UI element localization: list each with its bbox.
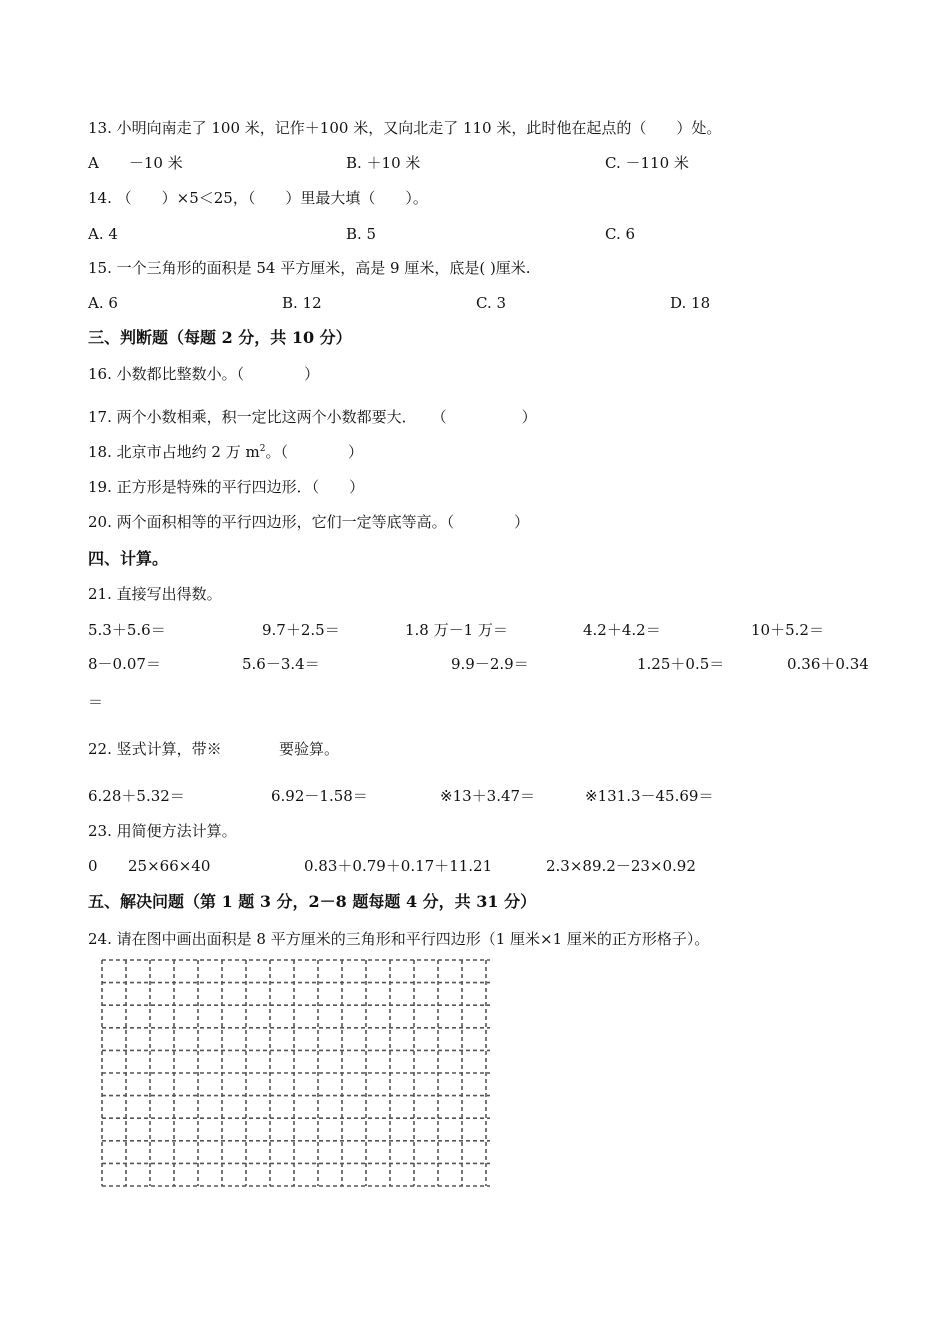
- q22-stem-part2: 要验算。: [279, 740, 340, 758]
- q21-stem: 21. 直接写出得数。: [88, 585, 222, 603]
- q22-stem-part1: 22. 竖式计算，带※: [88, 740, 222, 758]
- section3-heading: 三、判断题（每题 2 分，共 10 分）: [88, 328, 352, 347]
- q13-option-a: A －10 米: [88, 154, 183, 172]
- q18-superscript: 2: [259, 444, 266, 454]
- q21-row2-item: 8－0.07＝: [88, 655, 161, 673]
- q23-item: 0.83＋0.79＋0.17＋11.21: [304, 857, 493, 875]
- q13-option-b: B. ＋10 米: [346, 154, 421, 172]
- q21-row1-item: 1.8 万－1 万＝: [405, 621, 508, 639]
- q15-option-d: D. 18: [670, 294, 711, 312]
- q21-row1-item: 9.7＋2.5＝: [262, 621, 340, 639]
- q21-row2-item: 9.9－2.9＝: [451, 655, 529, 673]
- q17-text: 17. 两个小数相乘，积一定比这两个小数都要大． （ ）: [88, 408, 537, 426]
- q15-option-a: A. 6: [88, 294, 118, 312]
- q22-item: ※131.3－45.69＝: [585, 787, 714, 805]
- q20-text: 20. 两个面积相等的平行四边形，它们一定等底等高。（ ）: [88, 513, 530, 531]
- q22-item: ※13＋3.47＝: [440, 787, 536, 805]
- q19-text: 19. 正方形是特殊的平行四边形．（ ）: [88, 478, 365, 496]
- q15-option-c: C. 3: [476, 294, 507, 312]
- q21-row2-item: 1.25＋0.5＝: [637, 655, 725, 673]
- q13-option-c: C. －110 米: [605, 154, 689, 172]
- q14-stem: 14. （ ）×5＜25，（ ）里最大填（ ）。: [88, 189, 428, 207]
- q14-option-b: B. 5: [346, 225, 377, 243]
- q23-item: 2.3×89.2－23×0.92: [546, 857, 696, 875]
- q18-text: [88, 442, 363, 462]
- q21-row1-item: 10＋5.2＝: [751, 621, 824, 639]
- q22-item: 6.28＋5.32＝: [88, 787, 185, 805]
- dashed-square-grid: [98, 956, 500, 1192]
- q21-row1-item: 4.2＋4.2＝: [583, 621, 661, 639]
- q15-option-b: B. 12: [282, 294, 322, 312]
- q14-option-a: A. 4: [88, 225, 118, 243]
- q21-row1-item: 5.3＋5.6＝: [88, 621, 166, 639]
- section4-heading: 四、计算。: [88, 549, 169, 568]
- q24-stem: 24. 请在图中画出面积是 8 平方厘米的三角形和平行四边形（1 厘米×1 厘米的正方形格子）。: [88, 930, 710, 948]
- q21-row2-item: 5.6－3.4＝: [242, 655, 320, 673]
- q23-item: 25×66×40: [128, 857, 211, 875]
- q13-stem: 13. 小明向南走了 100 米，记作＋100 米，又向北走了 110 米，此时他在起点的（ ）处。: [88, 119, 722, 137]
- q16-text: 16. 小数都比整数小。（ ）: [88, 365, 320, 383]
- q18-before: 18. 北京市占地约 2 万 m: [88, 443, 260, 461]
- q21-row2-item: 0.36＋0.34: [787, 655, 869, 673]
- section5-heading: 五、解决问题（第 1 题 3 分，2－8 题每题 4 分，共 31 分）: [88, 892, 537, 911]
- q15-stem: 15. 一个三角形的面积是 54 平方厘米，高是 9 厘米，底是( )厘米.: [88, 259, 531, 277]
- q14-option-c: C. 6: [605, 225, 636, 243]
- q21-row3-equals: ＝: [88, 693, 104, 711]
- q23-item: 0: [88, 857, 98, 875]
- q22-item: 6.92－1.58＝: [271, 787, 368, 805]
- q18-after: 。（ ）: [265, 443, 363, 461]
- q23-stem: 23. 用简便方法计算。: [88, 822, 237, 840]
